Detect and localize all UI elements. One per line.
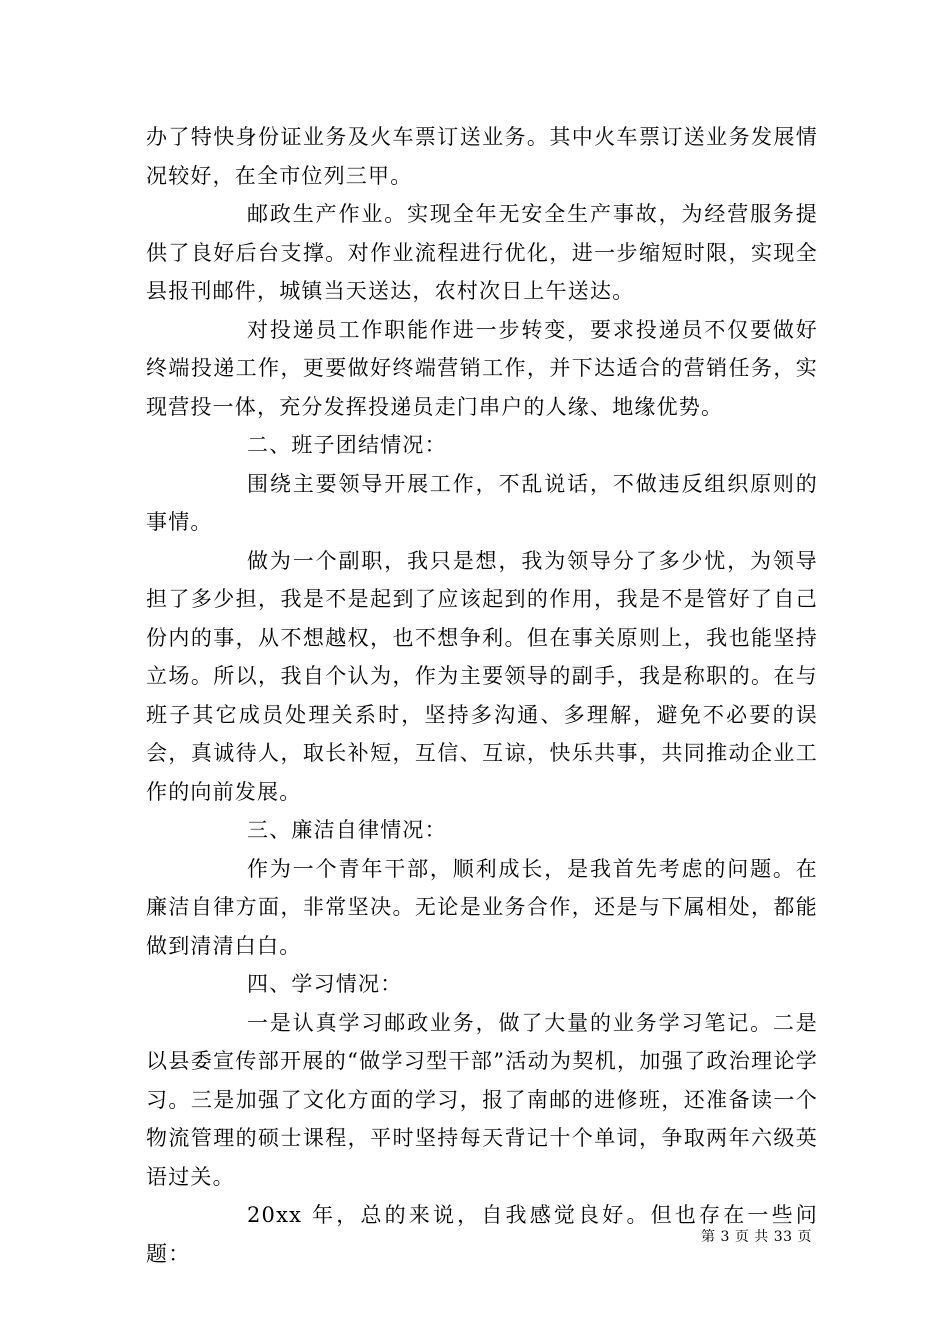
paragraph-deputy-role: 做为一个副职，我只是想，我为领导分了多少忧，为领导担了多少担，我是不是起到了应该起到的作用，我是不是管好了自己份内的事，从不想越权，也不想争利。但在事关原则上，我也能坚持立场。所以，我自个认为，作为主要领导的副手，我是称职的。在与班子其它成员处理关系时，坚持多沟通、多理解，避免不必要的误会，真诚待人，取长补短，互信、互谅，快乐共事，共同推动企业工作的向前发展。 xyxy=(146,548,818,804)
paragraph-study: 一是认真学习邮政业务，做了大量的业务学习笔记。二是以县委宣传部开展的“做学习型干部”活动为契机，加强了政治理论学习。三是加强了文化方面的学习，报了南邮的进修班，还准备读一个物流管理的硕士课程，平时坚持每天背记十个单词，争取两年六级英语过关。 xyxy=(146,1010,818,1189)
section-heading-integrity: 三、廉洁自律情况： xyxy=(247,818,447,842)
paragraph-delivery-staff: 对投递员工作职能作进一步转变，要求投递员不仅要做好终端投递工作，更要做好终端营销工作，并下达适合的营销任务，实现营投一体，充分发挥投递员走门串户的人缘、地缘优势。 xyxy=(146,317,818,419)
paragraph-postal-production: 邮政生产作业。实现全年无安全生产事故，为经营服务提供了良好后台支撑。对作业流程进行优化，进一步缩短时限，实现全县报刊邮件，城镇当天送达，农村次日上午送达。 xyxy=(146,202,818,303)
paragraph-business-continuation: 办了特快身份证业务及火车票订送业务。其中火车票订送业务发展情况较好，在全市位列三甲。 xyxy=(146,125,818,188)
document-body xyxy=(146,118,818,1273)
section-heading-team-unity: 二、班子团结情况： xyxy=(247,433,447,457)
paragraph-summary: 20xx 年，总的来说，自我感觉良好。但也存在一些问题： xyxy=(146,1203,818,1266)
section-heading-study: 四、学习情况： xyxy=(247,972,403,996)
paragraph-integrity: 作为一个青年干部，顺利成长，是我首先考虑的问题。在廉洁自律方面，非常坚决。无论是业务合作，还是与下属相处，都能做到清清白白。 xyxy=(146,856,818,958)
paragraph-support-leadership: 围绕主要领导开展工作，不乱说话，不做违反组织原则的事情。 xyxy=(146,471,818,534)
page-number-footer: 第 3 页 共 33 页 xyxy=(701,1229,812,1245)
